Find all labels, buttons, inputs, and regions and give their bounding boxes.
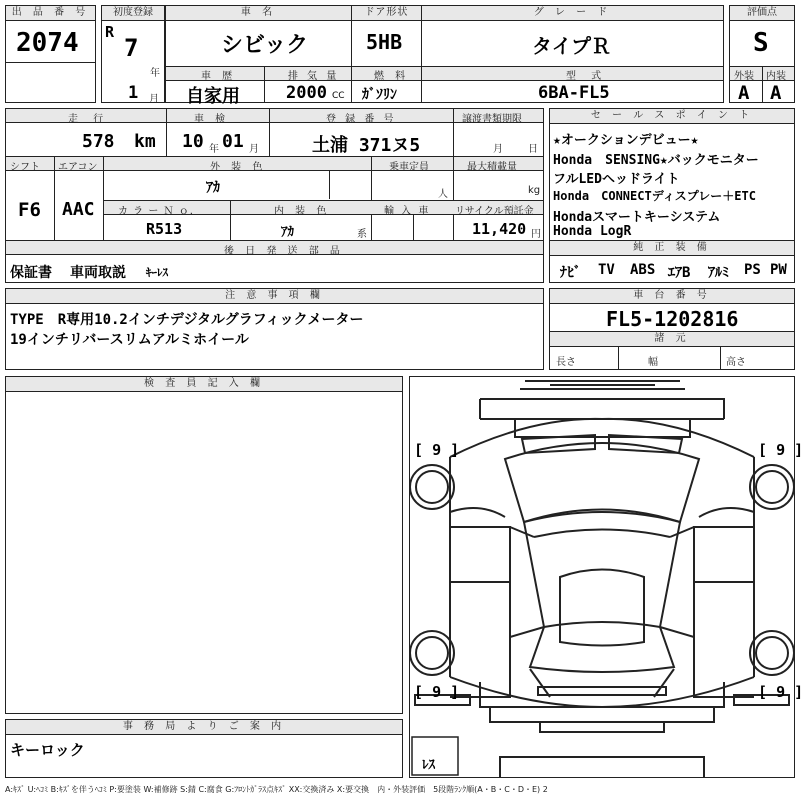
car-name-label: 車 名 [166, 6, 351, 21]
sales-point-line: Honda LogR [553, 224, 632, 239]
inspection-month-unit: 月 [249, 144, 259, 155]
fuel-label: 燃 料 [374, 71, 410, 82]
tire-mark-rear-right: [ 9 ] [758, 683, 803, 701]
first-reg-year: 7 [124, 34, 139, 62]
lot-number: 2074 [16, 28, 79, 58]
first-reg-era: R [105, 23, 115, 41]
office-box [5, 719, 403, 778]
spare-tire-label: ﾚｽ [422, 758, 435, 773]
color-number: R513 [146, 220, 183, 238]
score: S [753, 28, 769, 58]
door-type: 5HB [366, 30, 403, 54]
int-color-label: 内 装 色 [274, 206, 331, 217]
height-label: 高さ [726, 357, 746, 368]
recycle-amount: 11,420 [472, 220, 527, 238]
tire-mark-rear-left: [ 9 ] [414, 683, 460, 701]
history-label: 車 歴 [201, 71, 237, 82]
notes-label: 注 意 事 項 欄 [6, 289, 543, 304]
score-box [729, 5, 795, 103]
int-color: ｱｶ [281, 225, 294, 240]
chassis-label: 車 台 番 号 [550, 289, 794, 304]
capacity-label: 乗車定員 [389, 162, 429, 173]
ext-color-label: 外 装 色 [210, 162, 267, 173]
later-part-warranty: 保証書 [10, 265, 52, 281]
car-name: シビック [221, 33, 309, 58]
load-label: 最大積載量 [467, 162, 517, 173]
model: 6BA-FL5 [538, 83, 610, 103]
sales-point-line: フルLEDヘッドライト [553, 172, 680, 187]
sales-point-line: Hondaスマートキーシステム [553, 210, 721, 225]
recycle-label: リサイクル預託金 [455, 206, 534, 217]
car-diagram [410, 377, 794, 777]
inspector-label: 検 査 員 記 入 欄 [6, 377, 402, 392]
equip-ps: PS [744, 262, 761, 278]
exterior-label: 外装 [734, 71, 754, 82]
inspection-year-unit: 年 [209, 144, 219, 155]
notes-box [5, 288, 544, 370]
width-label: 幅 [648, 357, 658, 368]
equip-nav: ﾅﾋﾞ [560, 265, 581, 281]
fuel: ｶﾞｿﾘﾝ [362, 87, 397, 103]
sales-point-line: Honda SENSING★バックモニター [553, 153, 759, 168]
car-diagram-box [409, 376, 803, 778]
office-text: キーロック [10, 741, 85, 759]
inspection-month: 01 [222, 131, 244, 152]
first-reg-label: 初度登録 [102, 6, 164, 21]
recycle-unit: 円 [531, 229, 541, 240]
ac: AAC [62, 199, 95, 220]
office-label: 事 務 局 よ り ご 案 内 [6, 720, 402, 735]
equip-abs: ABS [630, 262, 656, 278]
sales-point-line: ★オークションデビュー★ [553, 133, 699, 148]
sales-point-line: Honda CONNECTディスプレー＋ETC [553, 189, 756, 203]
equipment-label: 純 正 装 備 [550, 241, 794, 256]
later-part-manual: 車両取説 [70, 265, 126, 281]
lot-number-label: 出 品 番 号 [6, 6, 95, 21]
spec-label: 諸 元 [550, 332, 794, 347]
displacement-unit: CC [332, 91, 345, 101]
inspection-label: 車 検 [194, 114, 230, 125]
later-part-keyless: ｷｰﾚｽ [146, 266, 168, 279]
interior-label: 内装 [766, 71, 786, 82]
lot-number-box [5, 5, 96, 103]
mileage-label: 走 行 [68, 114, 110, 125]
damage-legend: A:ｷｽﾞ U:ﾍｺﾐ B:ｷｽﾞを伴うﾍｺﾐ P:要塗装 W:補修跡 S:錆 C:腐食 G:ﾌﾛﾝﾄｶﾞﾗｽ点ｷｽﾞ XX:交換済み X:要交換 内・外装評価 5段階ﾗﾝｸ順(A・B・C・D・E) 2 [5, 785, 548, 794]
shift-label: シフト [10, 162, 40, 173]
transfer-label: 譲渡書類期限 [462, 114, 522, 125]
equip-pw: PW [770, 262, 787, 278]
equip-tv: TV [598, 262, 615, 278]
ext-color: ｱｶ [206, 180, 220, 196]
equip-alloy: ｱﾙﾐ [708, 265, 729, 281]
later-parts-label: 後 日 発 送 部 品 [224, 246, 344, 257]
sales-points-box [549, 108, 795, 283]
first-reg-month: 1 [128, 83, 139, 103]
notes-line: TYPE R専用10.2インチデジタルグラフィックメーター [10, 312, 364, 328]
grade-label: グ レ ー ド [421, 6, 723, 21]
chassis-number: FL5-1202816 [606, 307, 739, 331]
tire-mark-front-left: [ 9 ] [414, 441, 460, 459]
first-reg-month-unit: 月 [149, 94, 159, 105]
displacement: 2000 [286, 83, 327, 103]
inspector-box [5, 376, 403, 714]
chassis-box [549, 288, 795, 370]
grade: タイプＲ [532, 34, 611, 58]
mileage: 578 [82, 131, 115, 152]
interior-grade: A [770, 82, 782, 104]
color-no-label: カ ラ ー Ｎ ｏ. [118, 206, 194, 217]
displacement-label: 排 気 量 [288, 71, 340, 82]
mileage-unit: km [134, 131, 156, 152]
int-color-unit: 系 [357, 229, 367, 240]
length-label: 長さ [556, 357, 576, 368]
ac-label: エアコン [58, 162, 98, 173]
equip-airbag: ｴｱB [668, 265, 691, 281]
shift: F6 [18, 199, 41, 221]
door-label: ドア形状 [351, 6, 421, 21]
import-label: 輸 入 車 [384, 206, 431, 217]
notes-line: 19インチリバースリムアルミホイール [10, 332, 249, 348]
capacity-unit: 人 [438, 189, 448, 200]
transfer-month-unit: 月 [493, 144, 503, 155]
history: 自家用 [186, 86, 240, 107]
plate-label: 登 録 番 号 [326, 114, 397, 125]
score-label: 評価点 [730, 6, 794, 21]
sales-points-label: セ ー ル ス ポ イ ン ト [550, 109, 794, 124]
first-registration-box [101, 5, 165, 103]
vehicle-details-box [5, 108, 544, 283]
tire-mark-front-right: [ 9 ] [758, 441, 803, 459]
transfer-day-unit: 日 [528, 144, 538, 155]
inspection-year: 10 [182, 131, 204, 152]
first-reg-year-unit: 年 [150, 68, 160, 79]
load-unit: kg [528, 185, 541, 196]
model-label: 型 式 [566, 71, 608, 82]
exterior-grade: A [738, 82, 750, 104]
plate-number: 土浦 371ヌ5 [312, 135, 421, 156]
car-info-box [165, 5, 724, 107]
